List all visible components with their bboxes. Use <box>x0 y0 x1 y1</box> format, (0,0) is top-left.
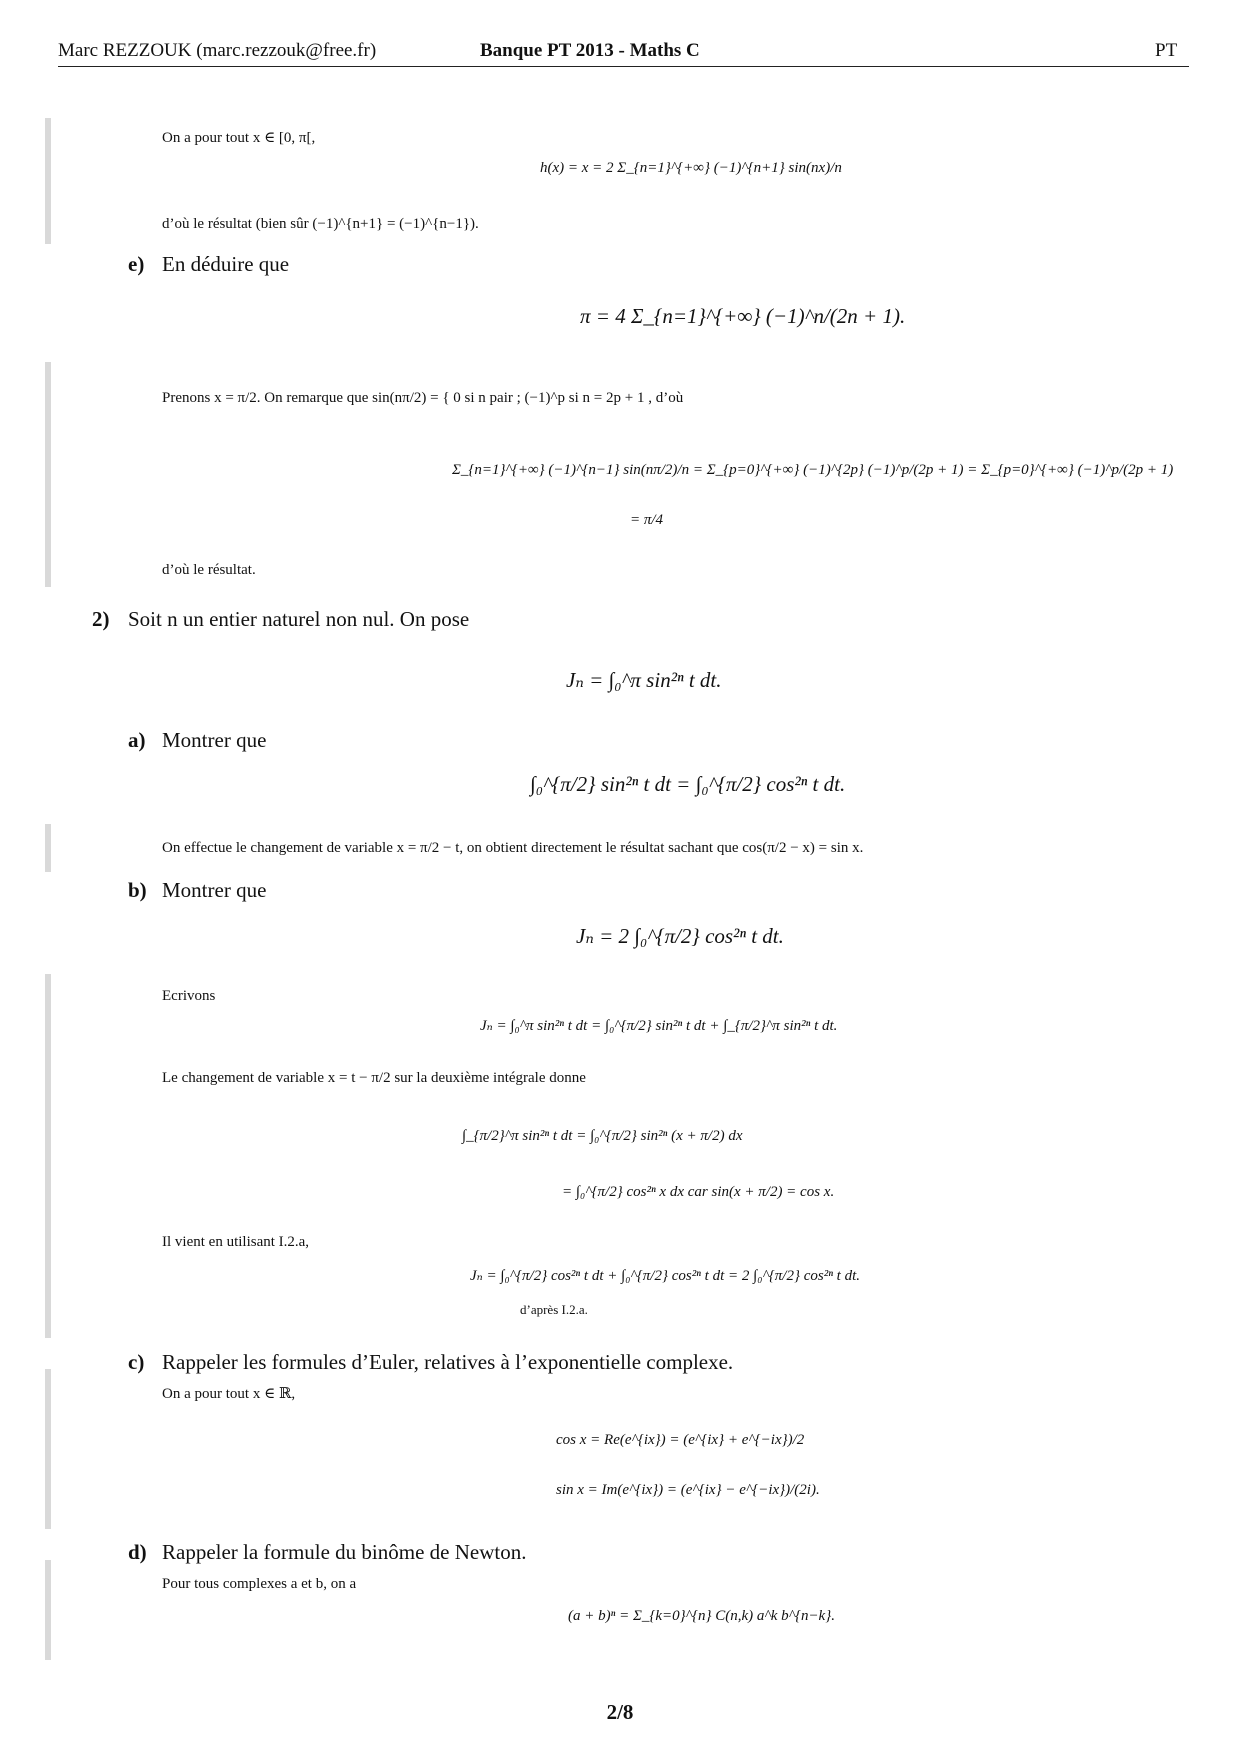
solution-bar <box>45 1560 51 1660</box>
question-label <box>92 607 110 632</box>
formula: h(x) = x = 2 Σ_{n=1}^{+∞} (−1)^{n+1} sin(nx)/n <box>540 160 842 176</box>
solution-text: On a pour tout x ∈ [0, π[, <box>162 130 316 146</box>
solution-bar <box>45 1369 51 1529</box>
formula: = π/4 <box>630 512 664 528</box>
solution-text: Prenons x = π/2. On remarque que sin(nπ/2) = { 0 si n pair ; (−1)^p si n = 2p + 1 , d’où <box>162 390 684 406</box>
solution-bar <box>45 974 51 1338</box>
question-text: Rappeler les formules d’Euler, relatives à l’exponentielle complexe. <box>162 1350 734 1374</box>
question-label <box>128 728 146 753</box>
page-number: 2/8 <box>606 1700 634 1724</box>
formula: π = 4 Σ_{n=1}^{+∞} (−1)^n/(2n + 1). <box>580 304 906 328</box>
question-letter: a) <box>128 728 146 752</box>
formula: sin x = Im(e^{ix}) = (e^{ix} − e^{−ix})/(2i). <box>556 1482 820 1498</box>
question-text: Rappeler la formule du binôme de Newton. <box>162 1540 527 1564</box>
solution-text: Pour tous complexes a et b, on a <box>162 1576 357 1592</box>
header-tag: PT <box>1155 40 1178 61</box>
question-label <box>128 878 147 903</box>
formula: = ∫₀^{π/2} cos²ⁿ x dx car sin(x + π/2) = cos x. <box>562 1184 835 1200</box>
question-letter: e) <box>128 252 145 276</box>
question-label <box>128 252 144 277</box>
question-text: Montrer que <box>162 878 267 902</box>
question-number: 2) <box>92 607 110 631</box>
solution-text: On a pour tout x ∈ ℝ, <box>162 1386 296 1402</box>
solution-text: Le changement de variable x = t − π/2 sur la deuxième intégrale donne <box>162 1070 586 1086</box>
header-title: Banque PT 2013 - Maths C <box>480 40 700 61</box>
solution-bar <box>45 362 51 587</box>
question-letter: d) <box>128 1540 147 1564</box>
solution-text: Ecrivons <box>162 988 216 1004</box>
solution-text: Il vient en utilisant I.2.a, <box>162 1234 310 1250</box>
solution-text: d’où le résultat (bien sûr (−1)^{n+1} = (−1)^{n−1}). <box>162 216 479 232</box>
formula: Jₙ = ∫₀^π sin²ⁿ t dt. <box>566 668 722 692</box>
formula: Jₙ = ∫₀^{π/2} cos²ⁿ t dt + ∫₀^{π/2} cos²ⁿ t dt = 2 ∫₀^{π/2} cos²ⁿ t dt. <box>470 1268 860 1284</box>
question-label <box>128 1540 147 1565</box>
formula: Σ_{n=1}^{+∞} (−1)^{n−1} sin(nπ/2)/n = Σ_{p=0}^{+∞} (−1)^{2p} (−1)^p/(2p + 1) = Σ_{p=0}^{+∞} (−1)^p/(2p + 1) <box>452 462 1174 478</box>
question-letter: c) <box>128 1350 145 1374</box>
header-author: Marc REZZOUK (marc.rezzouk@free.fr) <box>58 40 377 61</box>
solution-bar <box>45 824 51 872</box>
formula: ∫_{π/2}^π sin²ⁿ t dt = ∫₀^{π/2} sin²ⁿ (x + π/2) dx <box>462 1128 743 1144</box>
question-text: En déduire que <box>162 252 290 276</box>
formula: ∫₀^{π/2} sin²ⁿ t dt = ∫₀^{π/2} cos²ⁿ t dt. <box>530 772 846 796</box>
formula: cos x = Re(e^{ix}) = (e^{ix} + e^{−ix})/2 <box>556 1432 805 1448</box>
solution-bar <box>45 118 51 244</box>
formula: (a + b)ⁿ = Σ_{k=0}^{n} C(n,k) a^k b^{n−k}. <box>568 1608 835 1624</box>
solution-text: d’où le résultat. <box>162 562 256 578</box>
solution-text: On effectue le changement de variable x = π/2 − t, on obtient directement le résultat sachant que cos(π/2 − x) = sin x. <box>162 840 864 856</box>
header-rule <box>58 66 1189 67</box>
brace-note: d’après I.2.a. <box>520 1302 588 1317</box>
question-text: Soit n un entier naturel non nul. On pose <box>128 607 470 631</box>
formula: Jₙ = ∫₀^π sin²ⁿ t dt = ∫₀^{π/2} sin²ⁿ t dt + ∫_{π/2}^π sin²ⁿ t dt. <box>480 1018 838 1034</box>
formula: Jₙ = 2 ∫₀^{π/2} cos²ⁿ t dt. <box>576 924 784 948</box>
question-letter: b) <box>128 878 147 902</box>
question-text: Montrer que <box>162 728 267 752</box>
question-label <box>128 1350 144 1375</box>
